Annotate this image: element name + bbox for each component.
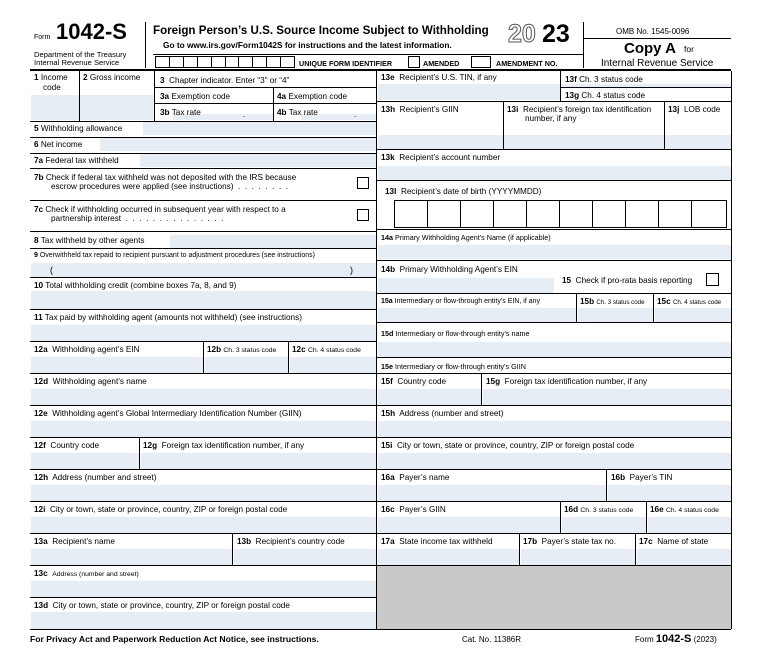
box-10-label: 10 Total withholding credit (combine boxes 7a, 8, and 9) (34, 281, 237, 290)
primary-agent-name-field[interactable] (378, 245, 731, 259)
payer-state-tax-no-field[interactable] (521, 549, 635, 565)
giin-tin-lob-field[interactable] (378, 135, 731, 149)
box-12h-label: 12h Address (number and street) (34, 473, 157, 482)
box-2-label: 2 Gross income (83, 73, 141, 82)
net-income-field[interactable] (100, 138, 376, 151)
box-12g-label: 12g Foreign tax identification number, if any (143, 441, 305, 450)
box-16b-label: 16b Payer’s TIN (611, 473, 673, 482)
tax-withheld-other-agents-field[interactable] (170, 235, 376, 248)
box-13j-label: 13j LOB code (668, 105, 721, 114)
box-15b-label: 15b Ch. 3 status code (580, 297, 645, 306)
box-3b-label: 3b Tax rate (160, 108, 201, 117)
box-16a-label: 16a Payer’s name (381, 473, 450, 482)
recipient-account-field[interactable] (378, 166, 731, 180)
box-13g-label: 13g Ch. 4 status code (565, 91, 646, 100)
omb-number: OMB No. 1545-0096 (616, 27, 690, 36)
box-16d-label: 16d Ch. 3 status code (564, 505, 634, 514)
box-17a-label: 17a State income tax withheld (381, 537, 493, 546)
payer-name-field[interactable] (378, 485, 606, 501)
intermediary-ch4-field[interactable] (655, 308, 731, 322)
unused-area (377, 566, 731, 629)
box-1-label: 1 Income (34, 73, 68, 82)
agent-city-field[interactable] (31, 517, 376, 533)
dept-line1: Department of the Treasury (34, 50, 127, 59)
amendment-number-label: AMENDMENT NO. (496, 59, 558, 68)
agent-giin-field[interactable] (31, 421, 376, 437)
agent-country-field[interactable] (31, 453, 139, 469)
box-4a-label: 4a Exemption code (277, 92, 348, 101)
intermediary-name-field[interactable] (378, 342, 731, 357)
box-15h-label: 15h Address (number and street) (381, 409, 504, 418)
box-8-label: 8 Tax withheld by other agents (34, 236, 145, 245)
box-15i-label: 15i City or town, state or province, country, ZIP or foreign postal code (381, 441, 635, 450)
amended-label: AMENDED (423, 59, 460, 68)
box-1-label-cont: code (43, 83, 61, 92)
unique-identifier-field[interactable] (155, 56, 295, 68)
box-17c-label: 17c Name of state (639, 537, 709, 546)
primary-agent-ein-field[interactable] (378, 278, 554, 294)
box-12c-label: 12c Ch. 4 status code (292, 345, 361, 354)
agent-name-field[interactable] (31, 389, 376, 405)
box-11-label: 11 Tax paid by withholding agent (amounts not withheld) (see instructions) (34, 313, 302, 322)
box-15-checkbox[interactable] (706, 273, 719, 286)
intermediary-foreign-tin-field[interactable] (483, 389, 731, 405)
box-7c-label: 7c Check if withholding occurred in subsequent year with respect to a (34, 205, 286, 214)
box-7c-label-cont: partnership interest . . . . . . . . . . . . . . . (51, 214, 224, 223)
box-7a-label: 7a Federal tax withheld (34, 156, 119, 165)
agent-ch3-field[interactable] (205, 357, 288, 373)
box-1-2-field[interactable] (31, 95, 154, 120)
withholding-allowance-field[interactable] (143, 122, 376, 135)
copy-for: for (684, 44, 694, 54)
dob-digit-cell[interactable] (593, 201, 626, 227)
box-13i-label: 13i Recipient’s foreign tax identification (507, 105, 652, 114)
payer-ch3-field[interactable] (562, 517, 646, 533)
amended-checkbox[interactable] (408, 56, 420, 68)
instructions-line: Go to www.irs.gov/Form1042S for instructions and the latest information. (163, 40, 452, 50)
box-12b-label: 12b Ch. 3 status code (207, 345, 277, 354)
box-16c-label: 16c Payer’s GIIN (381, 505, 446, 514)
recipient-name-field[interactable] (31, 549, 232, 565)
box-15f-label: 15f Country code (381, 377, 447, 386)
box-13c-label: 13c Address (number and street) (34, 569, 139, 578)
box-7b-label: 7b Check if federal tax withheld was not deposited with the IRS because (34, 173, 297, 182)
box-15g-label: 15g Foreign tax identification number, if any (486, 377, 648, 386)
dob-digit-cell[interactable] (494, 201, 527, 227)
agent-ein-field[interactable] (31, 357, 203, 373)
overwithheld-tax-field[interactable] (31, 263, 376, 277)
intermediary-city-field[interactable] (378, 453, 731, 469)
box-13e-label: 13e Recipient’s U.S. TIN, if any (381, 73, 497, 82)
box-7b-checkbox[interactable] (357, 177, 369, 189)
box-13f-label: 13f Ch. 3 status code (565, 75, 643, 84)
box-13k-label: 13k Recipient’s account number (381, 153, 501, 162)
form-number: 1042-S (56, 19, 127, 44)
box-12f-label: 12f Country code (34, 441, 100, 450)
dob-digit-cell[interactable] (428, 201, 461, 227)
year-prefix: 20 (508, 20, 536, 48)
intermediary-ch3-field[interactable] (578, 308, 653, 322)
box-13d-label: 13d City or town, state or province, country, ZIP or foreign postal code (34, 601, 290, 610)
dob-digit-cell[interactable] (461, 201, 494, 227)
dob-digit-cell[interactable] (527, 201, 560, 227)
box-15e-label: 15e Intermediary or flow-through entity’s GIIN (381, 362, 526, 371)
privacy-notice: For Privacy Act and Paperwork Reduction Act Notice, see instructions. (30, 634, 319, 644)
total-withholding-credit-field[interactable] (31, 291, 376, 309)
box-14a-label: 14a Primary Withholding Agent’s Name (if applicable) (381, 233, 551, 242)
copy-title: Copy A (624, 40, 676, 57)
payer-tin-field[interactable] (608, 485, 731, 501)
dept-line2: Internal Revenue Service (34, 58, 120, 67)
federal-tax-withheld-field[interactable] (140, 154, 376, 167)
state-tax-withheld-field[interactable] (378, 549, 519, 565)
box-9-label: 9 Overwithheld tax repaid to recipient pursuant to adjustment procedures (see instructions) (34, 252, 315, 259)
box-12e-label: 12e Withholding agent’s Global Intermediary Identification Number (GIIN) (34, 409, 302, 418)
box-12a-label: 12a Withholding agent’s EIN (34, 345, 140, 354)
recipient-address-field[interactable] (31, 581, 376, 597)
state-name-field[interactable] (637, 549, 731, 565)
box-7c-checkbox[interactable] (357, 209, 369, 221)
form-label: Form (34, 34, 51, 41)
agent-foreign-tin-field[interactable] (141, 453, 376, 469)
box-15-label: 15 Check if pro-rata basis reporting (562, 276, 693, 285)
box-13l-label: 13l Recipient’s date of birth (YYYYMMDD) (385, 187, 542, 196)
recipient-tin-field[interactable] (378, 84, 560, 100)
tax-paid-by-agent-field[interactable] (31, 325, 376, 341)
year-suffix: 23 (542, 20, 570, 48)
payer-giin-field[interactable] (378, 517, 560, 533)
intermediary-ein-field[interactable] (378, 308, 576, 322)
box-5-label: 5 Withholding allowance (34, 124, 123, 133)
box-15a-label: 15a Intermediary or flow-through entity’s EIN, if any (381, 298, 541, 305)
box-3-label: 3 Chapter indicator. Enter “3” or “4” (160, 76, 290, 85)
agent-ch4-field[interactable] (290, 357, 376, 373)
box-15d-label: 15d Intermediary or flow-through entity’s name (381, 329, 530, 338)
box-13i-label-cont: number, if any (525, 114, 577, 123)
box-7b-label-cont: escrow procedures were applied (see instructions) . . . . . . . . (51, 182, 289, 191)
box-12d-label: 12d Withholding agent’s name (34, 377, 147, 386)
unique-identifier-label: UNIQUE FORM IDENTIFIER (299, 59, 393, 68)
intermediary-country-field[interactable] (378, 389, 481, 405)
recipient-city-field[interactable] (31, 612, 376, 629)
box-13b-label: 13b Recipient’s country code (237, 537, 345, 546)
box-13a-label: 13a Recipient’s name (34, 537, 115, 546)
catalog-number: Cat. No. 11386R (462, 635, 521, 644)
box-3a-label: 3a Exemption code (160, 92, 231, 101)
dob-digit-cell[interactable] (560, 201, 593, 227)
box-15c-label: 15c Ch. 4 status code (657, 297, 722, 306)
box-4b-label: 4b Tax rate (277, 108, 318, 117)
footer-form: Form 1042-S (2023) (635, 633, 717, 645)
box-16e-label: 16e Ch. 4 status code (650, 505, 719, 514)
agent-address-field[interactable] (31, 485, 376, 501)
dob-digit-cell[interactable] (395, 201, 428, 227)
box-6-label: 6 Net income (34, 140, 83, 149)
box-9-open-paren: ( (50, 265, 53, 275)
dob-digit-cell[interactable] (659, 201, 692, 227)
form-title: Foreign Person’s U.S. Source Income Subject to Withholding (153, 24, 489, 37)
copy-agency: Internal Revenue Service (601, 58, 714, 69)
box-13h-label: 13h Recipient’s GIIN (381, 105, 459, 114)
dob-digit-cell[interactable] (626, 201, 659, 227)
box-14b-label: 14b Primary Withholding Agent’s EIN (381, 265, 518, 274)
payer-ch4-field[interactable] (648, 517, 731, 533)
box-9-close-paren: ) (350, 265, 353, 275)
box-12i-label: 12i City or town, state or province, country, ZIP or foreign postal code (34, 505, 288, 514)
intermediary-address-field[interactable] (378, 421, 731, 437)
amendment-number-field[interactable] (471, 56, 491, 68)
box-17b-label: 17b Payer’s state tax no. (523, 537, 617, 546)
recipient-country-field[interactable] (234, 549, 376, 565)
